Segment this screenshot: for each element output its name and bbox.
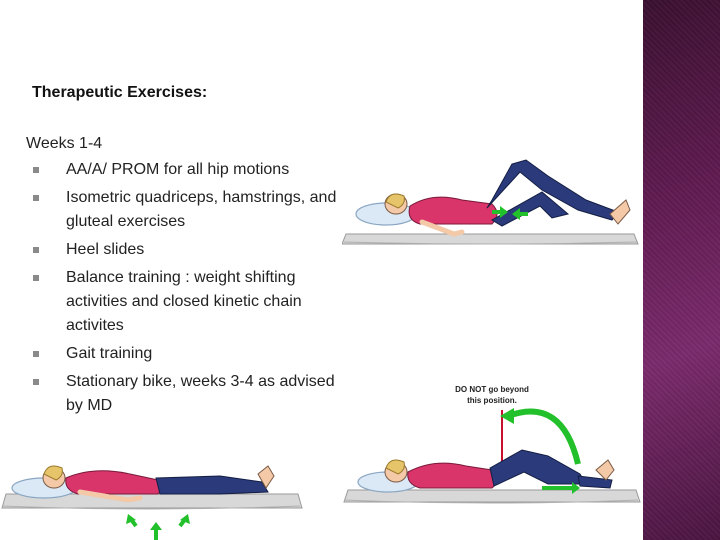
warning-label: DO NOT go beyond (455, 385, 529, 394)
gluteal-exercise-illustration (0, 456, 306, 540)
bullet-square-icon (33, 167, 39, 173)
heel-slide-illustration (342, 376, 642, 520)
bullet-item (26, 186, 346, 234)
bullet-square-icon (33, 247, 39, 253)
bullet-text: Gait training (66, 345, 153, 362)
slide-body (26, 131, 346, 422)
bullet-text: Stationary bike, weeks 3-4 as advised by MD (66, 373, 335, 414)
bullet-text: AA/A/ PROM for all hip motions (66, 161, 290, 178)
warning-label-line2: this position. (467, 396, 517, 405)
bullet-list (26, 158, 346, 418)
decorative-side-bar (643, 0, 720, 540)
bullet-text: Heel slides (66, 241, 145, 258)
bullet-item (26, 370, 346, 418)
bullet-square-icon (33, 275, 39, 281)
bullet-square-icon (33, 195, 39, 201)
bullet-item (26, 342, 346, 366)
bullet-square-icon (33, 351, 39, 357)
isometric-exercise-illustration (342, 150, 642, 250)
bullet-text: Balance training : weight shifting activities and closed kinetic chain activites (66, 269, 302, 334)
section-heading: Weeks 1-4 (26, 135, 103, 152)
bullet-item (26, 266, 346, 338)
slide-title: Therapeutic Exercises: (32, 84, 208, 101)
bullet-item (26, 158, 346, 182)
bullet-square-icon (33, 379, 39, 385)
bullet-item (26, 238, 346, 262)
bullet-text: Isometric quadriceps, hamstrings, and gluteal exercises (66, 189, 337, 230)
